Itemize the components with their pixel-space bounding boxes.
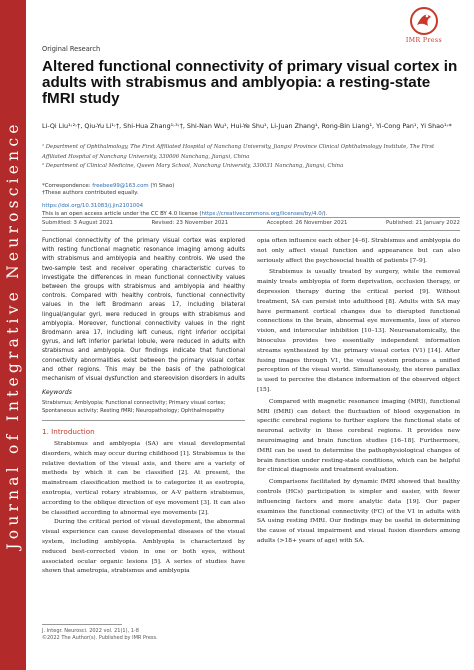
correspondence-email[interactable]: freebee99@163.com [92,183,149,189]
article-type: Original Research [42,45,101,53]
right-column-text [257,237,460,597]
affiliation-line: ¹ Department of Ophthalmology, The First Affiliated Hospital of Nanchang University, Jiangxi Province Clinical Ophthalmology Institute, The First [42,144,435,150]
license-link[interactable]: https://creativecommons.org/licenses/by/4.0/ [201,210,324,217]
divider [42,624,122,625]
article-title: Altered functional connectivity of primary visual cortex in adults with strabismus and amblyopia: a resting-state fMRI study [42,58,458,108]
paragraph: Comparisons facilitated by dynamic fMRI showed that healthy controls (HCs) participation is simpler and easier, with fewer influencing factors and more analytic data [19]. Our paper examines the functional connectivity (FC) of the V1 in adults with SA using resting fMRI. Our findings may be useful in determining the cause of visual impairment and visual fusion disorders among adults (>18+ years of age) with SA. [257,479,460,544]
license-text-end: ). [323,210,328,217]
author-list: Li-Qi Liu¹˒²˒†, Qiu-Yu Li¹˒†, Shi-Hua Zhang¹˒³˒†, Shi-Nan Wu¹, Hui-Ye Shu¹, Li-Juan Zhang¹, Rong-Bin Liang¹, Yi-Cong Pan¹, Yi Shao¹˒* [42,122,452,130]
journal-name: Journal of Integrative Neuroscience [4,120,22,550]
date-submitted: Submitted: 3 August 2021 [42,220,113,226]
publisher-name: IMR Press [405,37,443,44]
page-footer [42,628,158,642]
divider [42,230,460,231]
doi-block [42,203,460,218]
divider [42,420,245,421]
license-text: This is an open access article under the CC BY 4.0 license ( [42,210,202,217]
equal-contribution-note: †These authors contributed equally. [42,190,139,197]
paragraph: Compared with magnetic resonance imaging (MRI), functional MRI (fMRI) can detect the fluctuation of blood oxygenation in specific cerebral regions to further explore the functional state of neuronal activity in these cerebral regions. It provides new neuroimaging and brain function studies [16–18]. Furthermore, fMRI can be used to determine the pathophysiological changes of brain function under resting-state conditions, which can be helpful for clinical diagnosis and treatment evaluation. [257,398,460,474]
correspondence-label: *Correspondence: [42,183,91,189]
affiliations [42,143,460,172]
date-published: Published: 21 January 2022 [386,220,460,226]
publisher-logo[interactable] [394,6,454,44]
correspondence-name: (Yi Shao) [150,183,175,189]
abstract: Functional connectivity of the primary visual cortex was explored with resting functional magnetic resonance imaging among adults with strabismus and amblyopia and healthy controls. We used the two-sample test and receiver operating characteristic curves to investigate the differences in mean functional connectivity values between the groups with strabismus and amblyopia and healthy controls. Compared with healthy controls, functional connectivity values in the left Brodmann areas 17, including bilateral lingual/angular gyri, were reduced in groups with strabismus and amblyopia. Moreover, functional connectivity values in the right Brodmann area 17, including left cuneus, right inferior occipital gyrus, and left inferior parietal lobule, were reduced in adults with strabismus and amblyopia. Our findings indicate that functional connectivity abnormalities exist between the primary visual cortex and other regions. This may be the basis of the pathological mechanism of visual dysfunction and stereovision disorders in adults [42,238,245,381]
affiliation-line: ² Department of Clinical Medicine, Queen Mary School, Nanchang University, 330031 Nanchang, Jiangxi, China [42,163,344,169]
introduction-text [42,440,245,606]
journal-side-band [0,0,26,670]
keywords-list: Strabismus; Amblyopia; Functional connectivity; Primary visual cortex; Spontaneous activity; Resting fMRI; Neuropathology; Ophthalmopathy [42,400,226,414]
divider [42,217,460,218]
date-revised: Revised: 23 November 2021 [151,220,229,226]
citation-line: J. Integr. Neurosci. 2022 vol. 21(1), 1-8 [42,628,139,634]
affiliation-line: Affiliated Hospital of Nanchang University, 330006 Nanchang, Jiangxi, China [42,153,250,160]
section-heading-introduction: 1. Introduction [42,427,95,436]
paragraph: Strabismus and amblyopia (SA) are visual developmental disorders, which may occur during childhood [1]. Strabismus is the relative deviation of the visual axis, and there are a variety of methods by which it can be classified [2]. At present, the mainstream classification method is to categorize it as esotropia, exotropia, vertical rotary strabismus, or A-V pattern strabismus, according to the oblique direction of eye movement [3]. It can also be classified according to abnormal eye movements [2]. [42,441,245,516]
paragraph: opia often influence each other [4–6]. Strabismus and amblyopia do not only affect visual function and appearance but can also seriously affect the psychosocial health of patients [7–9]. [257,238,460,264]
imr-press-logo-icon [409,6,439,36]
paragraph: Strabismus is usually treated by surgery, while the removal mainly treats amblyopia of form deprivation, occlusion therapy, or depression therapy during the critical period [9]. Without treatment, SA can persist into adulthood [8]. Adults with SA may have permanent cortical changes due to disrupted functional connections in the brain, abnormal eye movements, loss of stereo vision, and interocular inhibition [10–13]. Neuroanatomically, the binoculus provides two essentially independent information streams synthesized by the primary visual cortex (V1) [14]. After fusing images through V1, the visual system produces a unified perception of the visual world. Simultaneously, the stereo parallax is used to perceive the distance information of the observed object [15]. [257,269,460,393]
paragraph: During the critical period of visual development, the abnormal visual experience can cause developmental diseases of the visual system, including amblyopia. Amblyopia is characterized by reduced best-corrected vision in one or both eyes, without associated ocular organic lesions [5]. A series of studies have shown that ametropia, strabismus and amblyopia [42,519,245,575]
date-accepted: Accepted: 26 November 2021 [266,220,348,226]
publication-dates [42,220,460,226]
copyright-line: ©2022 The Author(s). Published by IMR Press. [42,635,158,642]
keywords-heading: Keywords [42,389,72,396]
correspondence-block [42,183,460,197]
doi-link[interactable]: https://doi.org/10.31083/j.jin2101004 [42,203,144,209]
